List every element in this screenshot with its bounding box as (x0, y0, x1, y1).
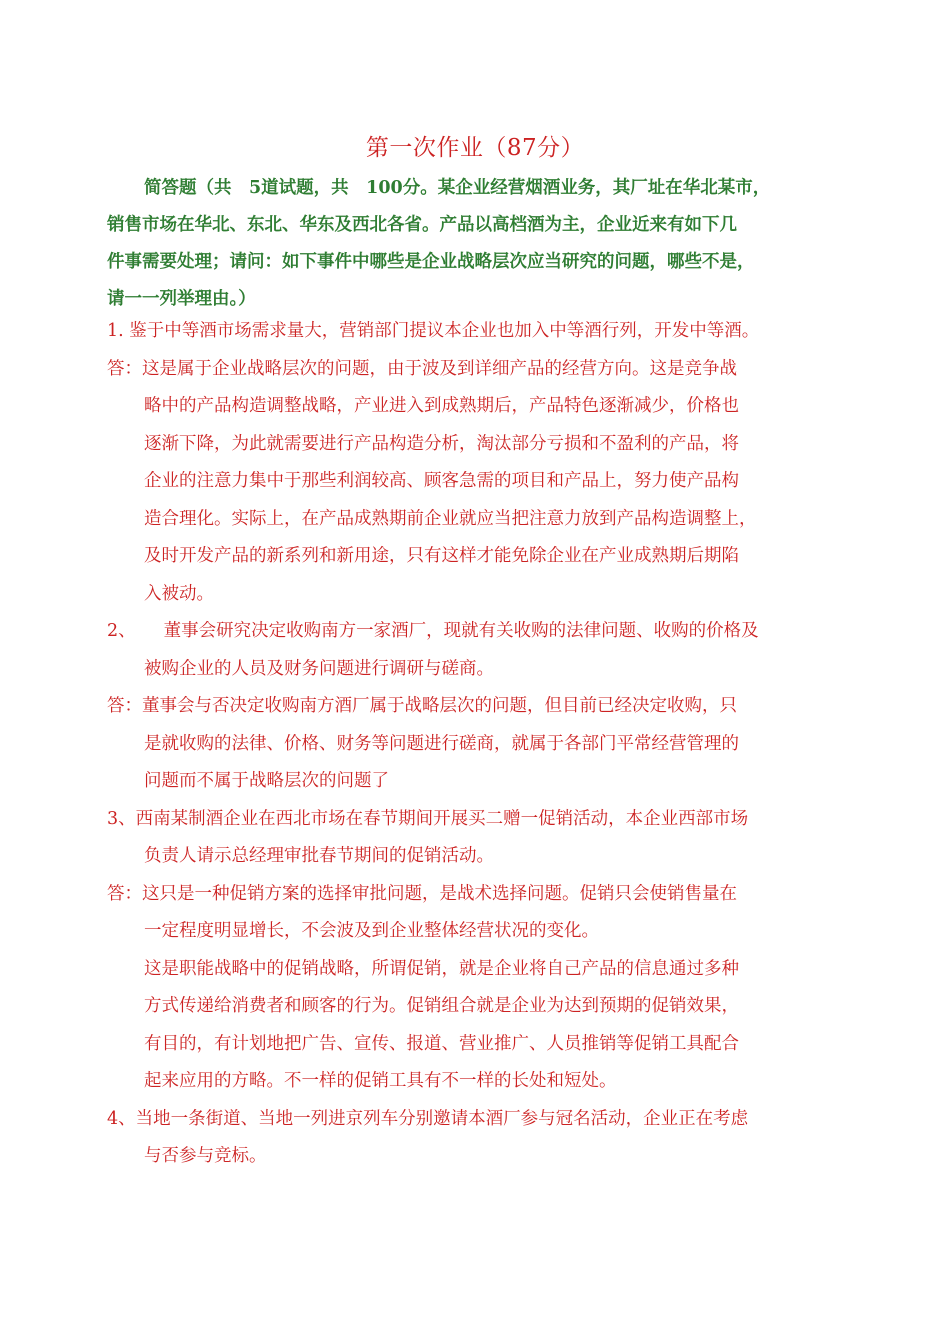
answer-2-line: 是就收购的法律、价格、财务等问题进行磋商，就属于各部门平常经营管理的 (144, 733, 739, 754)
answer-3-line: 这是职能战略中的促销战略，所谓促销，就是企业将自己产品的信息通过多种 (144, 958, 739, 979)
answer-1-line: 造合理化。实际上，在产品成熟期前企业就应当把注意力放到产品构造调整上， (144, 508, 757, 529)
answer-2-line: 答：董事会与否决定收购南方酒厂属于战略层次的问题，但目前已经决定收购，只 (107, 696, 737, 716)
question-3: 3、西南某制酒企业在西北市场在春节期间开展买二赠一促销活动，本企业西部市场 (107, 808, 749, 829)
answer-1-line: 入被动。 (144, 583, 214, 604)
question-2-line: 被购企业的人员及财务问题进行调研与磋商。 (144, 658, 494, 679)
answer-3-line: 有目的，有计划地把广告、宣传、报道、营业推广、人员推销等促销工具配合 (144, 1033, 739, 1054)
answer-3-line: 起来应用的方略。不一样的促销工具有不一样的长处和短处。 (144, 1071, 617, 1091)
answer-1-line: 企业的注意力集中于那些利润较高、顾客急需的项目和产品上，努力使产品构 (144, 471, 739, 491)
question-4: 4、当地一条街道、当地一列进京列车分别邀请本酒厂参与冠名活动，企业正在考虑 (107, 1108, 749, 1129)
answer-1-line: 逐渐下降，为此就需要进行产品构造分析，淘汰部分亏损和不盈利的产品，将 (144, 433, 739, 454)
question-4-line: 与否参与竞标。 (144, 1146, 267, 1166)
answer-3-line: 一定程度明显增长，不会波及到企业整体经营状况的变化。 (144, 921, 599, 941)
intro-line: 销售市场在华北、东北、华东及西北各省。产品以高档酒为主，企业近来有如下几 (107, 215, 737, 235)
intro-line: 请一一列举理由。） (107, 289, 256, 309)
intro-paragraph (107, 170, 815, 318)
question-2-number: 2、 (107, 621, 136, 641)
answer-3-line: 方式传递给消费者和顾客的行为。促销组合就是企业为达到预期的促销效果， (144, 996, 739, 1016)
answer-1-line: 略中的产品构造调整战略，产业进入到成熟期后，产品特色逐渐减少，价格也 (144, 396, 739, 416)
answer-1-line: 及时开发产品的新系列和新用途，只有这样才能免除企业在产业成熟期后期陷 (144, 546, 739, 566)
question-1: 1. 鉴于中等酒市场需求量大，营销部门提议本企业也加入中等酒行列，开发中等酒。 (107, 321, 760, 341)
page-title: 第一次作业（87分） (365, 135, 585, 161)
answer-1-line: 答：这是属于企业战略层次的问题，由于波及到详细产品的经营方向。这是竞争战 (107, 358, 737, 379)
answer-3-line: 答：这只是一种促销方案的选择审批问题，是战术选择问题。促销只会使销售量在 (107, 883, 737, 904)
questions-section (107, 313, 819, 1176)
question-2-text: 董事会研究决定收购南方一家酒厂，现就有关收购的法律问题、收购的价格及 (163, 621, 759, 641)
question-3-line: 负责人请示总经理审批春节期间的促销活动。 (144, 846, 494, 866)
answer-2-line: 问题而不属于战略层次的问题了 (144, 771, 389, 791)
intro-line: 简答题（共 5道试题，共 100分。某企业经营烟酒业务，其厂址在华北某市， (144, 178, 771, 198)
question-2 (107, 613, 819, 651)
intro-line: 件事需要处理；请问：如下事件中哪些是企业战略层次应当研究的问题，哪些不是， (107, 252, 755, 272)
